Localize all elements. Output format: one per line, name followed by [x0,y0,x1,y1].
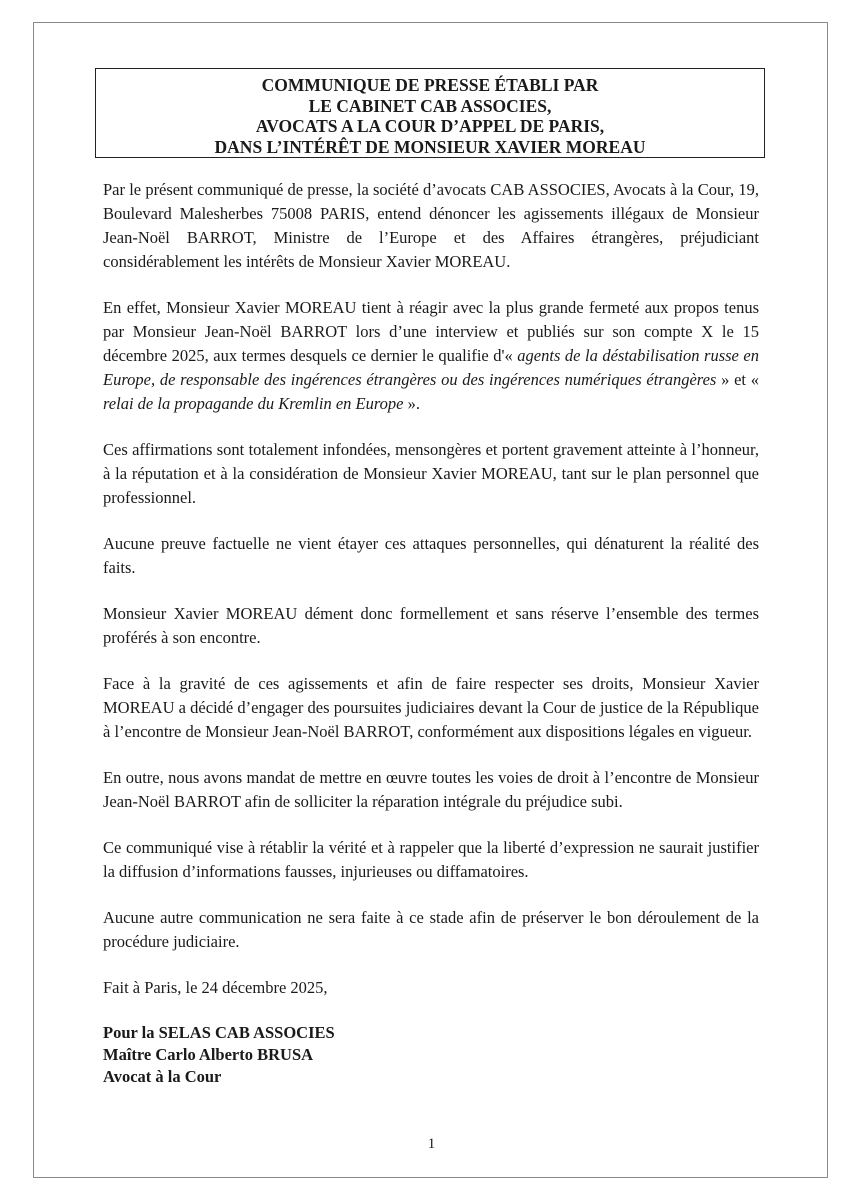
signature-name: Maître Carlo Alberto BRUSA [103,1045,314,1064]
paragraph-denial: Monsieur Xavier MOREAU dément donc formellement et sans réserve l’ensemble des termes proférés à son encontre. [103,604,759,647]
paragraph-mandate: En outre, nous avons mandat de mettre en œuvre toutes les voies de droit à l’encontre de Monsieur Jean-Noël BARROT afin de solliciter la réparation intégrale du préjudice subi. [103,768,759,811]
paragraph-statement-intro: En effet, Monsieur Xavier MOREAU tient à réagir avec la plus grande fermeté aux propos tenus par Monsieur Jean-Noël BARROT lors d’une interview et publiés sur son compte X le 15 décembre 2025, aux termes desquels ce dernier le qualifie d'« [103,298,759,365]
title-line: COMMUNIQUE DE PRESSE ÉTABLI PAR [261,75,599,95]
title-line: DANS L’INTÉRÊT DE MONSIEUR XAVIER MOREAU [214,136,646,157]
paragraph-no-further-communication: Aucune autre communication ne sera faite à ce stade afin de préserver le bon déroulement de la procédure judiciaire. [103,908,759,951]
paragraph-legal-action: Face à la gravité de ces agissements et afin de faire respecter ses droits, Monsieur Xavier MOREAU a décidé d’engager des poursuites judiciaires devant la Cour de justice de la République à l’encontre de Monsieur Jean-Noël BARROT, conformément aux dispositions légales en vigueur. [103,674,759,741]
quote-separator: » et « [716,370,759,389]
page-number: 1 [427,1136,436,1152]
paragraph-allegations: Ces affirmations sont totalement infondées, mensongères et portent gravement atteinte à l’honneur, à la réputation et à la considération de Monsieur Xavier MOREAU, tant sur le plan personnel que professionnel. [103,440,759,507]
document-body [103,178,759,1088]
paragraph-intro: Par le présent communiqué de presse, la société d’avocats CAB ASSOCIES, Avocats à la Cour, 19, Boulevard Malesherbes 75008 PARIS, entend dénoncer les agissements illégaux de Monsieur Jean-Noël BARROT, Ministre de l’Europe et des Affaires étrangères, préjudiciant considérablement les intérêts de Monsieur Xavier MOREAU. [103,180,759,271]
date-line: Fait à Paris, le 24 décembre 2025, [103,978,328,997]
title-line: LE CABINET CAB ASSOCIES, [308,95,552,116]
quote-destabilisation: agents de la déstabilisation russe en Europe, de responsable des ingérences étrangères ou des ingérences numériques étrangères [103,346,759,389]
title-line: AVOCATS A LA COUR D’APPEL DE PARIS, [255,116,605,136]
paragraph-statement [103,296,759,416]
signature-block [103,1022,759,1088]
quote-end: ». [403,394,420,413]
press-release-title-box [95,68,765,158]
signature-firm: Pour la SELAS CAB ASSOCIES [103,1023,335,1042]
quote-propaganda: relai de la propagande du Kremlin en Europe [103,394,404,413]
paragraph-no-proof: Aucune preuve factuelle ne vient étayer ces attaques personnelles, qui dénaturent la réalité des faits. [103,534,759,577]
signature-role: Avocat à la Cour [103,1067,222,1086]
paragraph-purpose: Ce communiqué vise à rétablir la vérité et à rappeler que la liberté d’expression ne saurait justifier la diffusion d’informations fausses, injurieuses ou diffamatoires. [103,838,759,881]
